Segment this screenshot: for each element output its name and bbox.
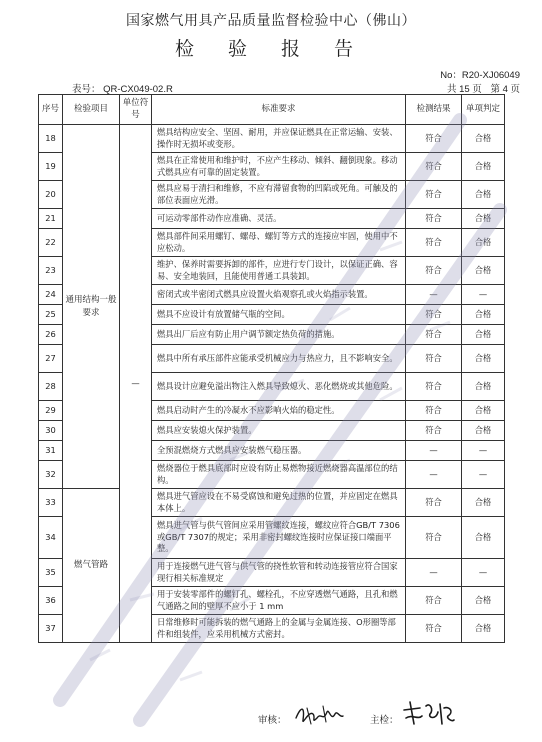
row-number: 24: [39, 285, 63, 305]
judgement-cell: 合格: [462, 489, 505, 517]
unit-symbol: —: [120, 125, 152, 643]
requirement-text: 燃具应易于清扫和维修，不应有滞留食物的凹陷或死角。可触及的部位表面应光滑。: [152, 181, 406, 209]
result-cell: 符合: [406, 489, 462, 517]
requirement-text: 用于安装零部件的螺钉孔、螺栓孔，不应穿透燃气通路，且孔和燃气通路之间的壁厚不应小于 1 mm: [152, 587, 406, 615]
row-number: 35: [39, 559, 63, 587]
reviewer-signature: [293, 700, 345, 728]
judgement-cell: —: [462, 441, 505, 461]
requirement-text: 日常维修时可能拆装的燃气通路上的金属与金属连接、O形圈等部件和组装件，应采用机械方式密封。: [152, 615, 406, 643]
judgement-cell: 合格: [462, 125, 505, 153]
result-cell: —: [406, 461, 462, 489]
approver-label: 主检：: [370, 715, 399, 726]
row-number: 20: [39, 181, 63, 209]
review-label: 审核：: [258, 715, 287, 726]
requirement-text: 燃具中所有承压部件应能承受机械应力与热应力，且不影响安全。: [152, 345, 406, 373]
row-number: 31: [39, 441, 63, 461]
result-cell: 符合: [406, 153, 462, 181]
row-number: 32: [39, 461, 63, 489]
result-cell: 符合: [406, 517, 462, 559]
row-number: 21: [39, 209, 63, 229]
col-header-requirement: 标准要求: [152, 95, 406, 125]
item-group-general: 通用结构一般要求: [63, 125, 120, 489]
judgement-cell: 合格: [462, 345, 505, 373]
row-number: 29: [39, 401, 63, 421]
judgement-cell: 合格: [462, 373, 505, 401]
row-number: 34: [39, 517, 63, 559]
judgement-cell: 合格: [462, 517, 505, 559]
row-number: 27: [39, 345, 63, 373]
result-cell: —: [406, 285, 462, 305]
row-number: 25: [39, 305, 63, 325]
form-number: 表号： QR-CX049-02.R: [72, 84, 173, 95]
judgement-cell: 合格: [462, 421, 505, 441]
item-group-gas-pipe: 燃气管路: [63, 489, 120, 643]
judgement-cell: 合格: [462, 325, 505, 345]
result-cell: 符合: [406, 421, 462, 441]
requirement-text: 可运动零部件动作应准确、灵活。: [152, 209, 406, 229]
row-number: 19: [39, 153, 63, 181]
result-cell: 符合: [406, 125, 462, 153]
result-cell: 符合: [406, 373, 462, 401]
col-header-seq: 序号: [39, 95, 63, 125]
col-header-item: 检验项目: [63, 95, 120, 125]
result-cell: 符合: [406, 181, 462, 209]
result-cell: 符合: [406, 587, 462, 615]
row-number: 26: [39, 325, 63, 345]
requirement-text: 燃具启动时产生的冷凝水不应影响火焰的稳定性。: [152, 401, 406, 421]
result-cell: 符合: [406, 209, 462, 229]
result-cell: 符合: [406, 345, 462, 373]
current-page: 第 4 页: [490, 84, 520, 95]
judgement-cell: 合格: [462, 153, 505, 181]
table-row: [39, 125, 505, 153]
judgement-cell: —: [462, 285, 505, 305]
judgement-cell: 合格: [462, 181, 505, 209]
judgement-cell: 合格: [462, 209, 505, 229]
row-number: 30: [39, 421, 63, 441]
row-number: 22: [39, 229, 63, 257]
result-cell: 符合: [406, 401, 462, 421]
requirement-text: 用于连接燃气进气管与供气管的挠性软管和转动连接管应符合国家现行相关标准规定: [152, 559, 406, 587]
result-cell: 符合: [406, 229, 462, 257]
judgement-cell: 合格: [462, 615, 505, 643]
judgement-cell: —: [462, 559, 505, 587]
result-cell: —: [406, 559, 462, 587]
judgement-cell: 合格: [462, 587, 505, 615]
requirement-text: 燃具出厂后应有防止用户调节额定热负荷的措施。: [152, 325, 406, 345]
col-header-unit: 单位符号: [120, 95, 152, 125]
result-cell: 符合: [406, 305, 462, 325]
row-number: 28: [39, 373, 63, 401]
result-cell: —: [406, 441, 462, 461]
col-header-result: 检测结果: [406, 95, 462, 125]
requirement-text: 维护、保养时需要拆卸的部件，应进行专门设计，以保证正确、容易、安全地装回，且能使用普通工具装卸。: [152, 257, 406, 285]
signature-row: [0, 698, 542, 734]
col-header-judgement: 单项判定: [462, 95, 505, 125]
requirement-text: 燃具设计应避免溢出物注入燃具导致熄火、恶化燃烧或其他危险。: [152, 373, 406, 401]
requirement-text: 燃具不应设计有放置储气瓶的空间。: [152, 305, 406, 325]
page-info: [441, 81, 520, 95]
judgement-cell: 合格: [462, 401, 505, 421]
judgement-cell: 合格: [462, 257, 505, 285]
judgement-cell: —: [462, 461, 505, 489]
total-pages: 共 15 页: [446, 84, 482, 95]
requirement-text: 燃具进气管应设在不易受腐蚀和避免过热的位置，并应固定在燃具本体上。: [152, 489, 406, 517]
table-row: [39, 489, 505, 517]
requirement-text: 燃烧器位于燃具底部时应设有防止易燃物接近燃烧器高温部位的结构。: [152, 461, 406, 489]
requirement-text: 燃具应安装熄火保护装置。: [152, 421, 406, 441]
report-title: 检 验 报 告: [174, 38, 368, 60]
judgement-cell: 合格: [462, 305, 505, 325]
organization-name: 国家燃气用具产品质量监督检验中心（佛山）: [126, 13, 416, 29]
requirement-text: 燃具结构应安全、坚固、耐用，并应保证燃具在正常运输、安装、操作时无损坏或变形。: [152, 125, 406, 153]
requirement-text: 燃具部件间采用螺钉、螺母、螺钉等方式的连接应牢固，使用中不应松动。: [152, 229, 406, 257]
report-number: No：R20-XJ06049: [440, 70, 520, 81]
result-cell: 符合: [406, 615, 462, 643]
row-number: 23: [39, 257, 63, 285]
requirement-text: 全预混燃烧方式燃具应安装燃气稳压器。: [152, 441, 406, 461]
requirement-text: 燃具进气管与供气管间应采用管螺纹连接，螺纹应符合GB/T 7306或GB/T 7307的规定；采用非密封螺纹连接时应保证接口端面平整。: [152, 517, 406, 559]
row-number: 18: [39, 125, 63, 153]
judgement-cell: 合格: [462, 229, 505, 257]
result-cell: 符合: [406, 257, 462, 285]
requirement-text: 密闭式或半密闭式燃具应设置火焰观察孔或火焰指示装置。: [152, 285, 406, 305]
row-number: 37: [39, 615, 63, 643]
row-number: 33: [39, 489, 63, 517]
requirement-text: 燃具在正常使用和维护时，不应产生移动、倾斜、翻倒现象。移动式燃具应有可靠的固定装置。: [152, 153, 406, 181]
approver-signature: [400, 698, 456, 728]
result-cell: 符合: [406, 325, 462, 345]
table-header-row: [39, 95, 505, 125]
inspection-table: [38, 94, 505, 643]
row-number: 36: [39, 587, 63, 615]
